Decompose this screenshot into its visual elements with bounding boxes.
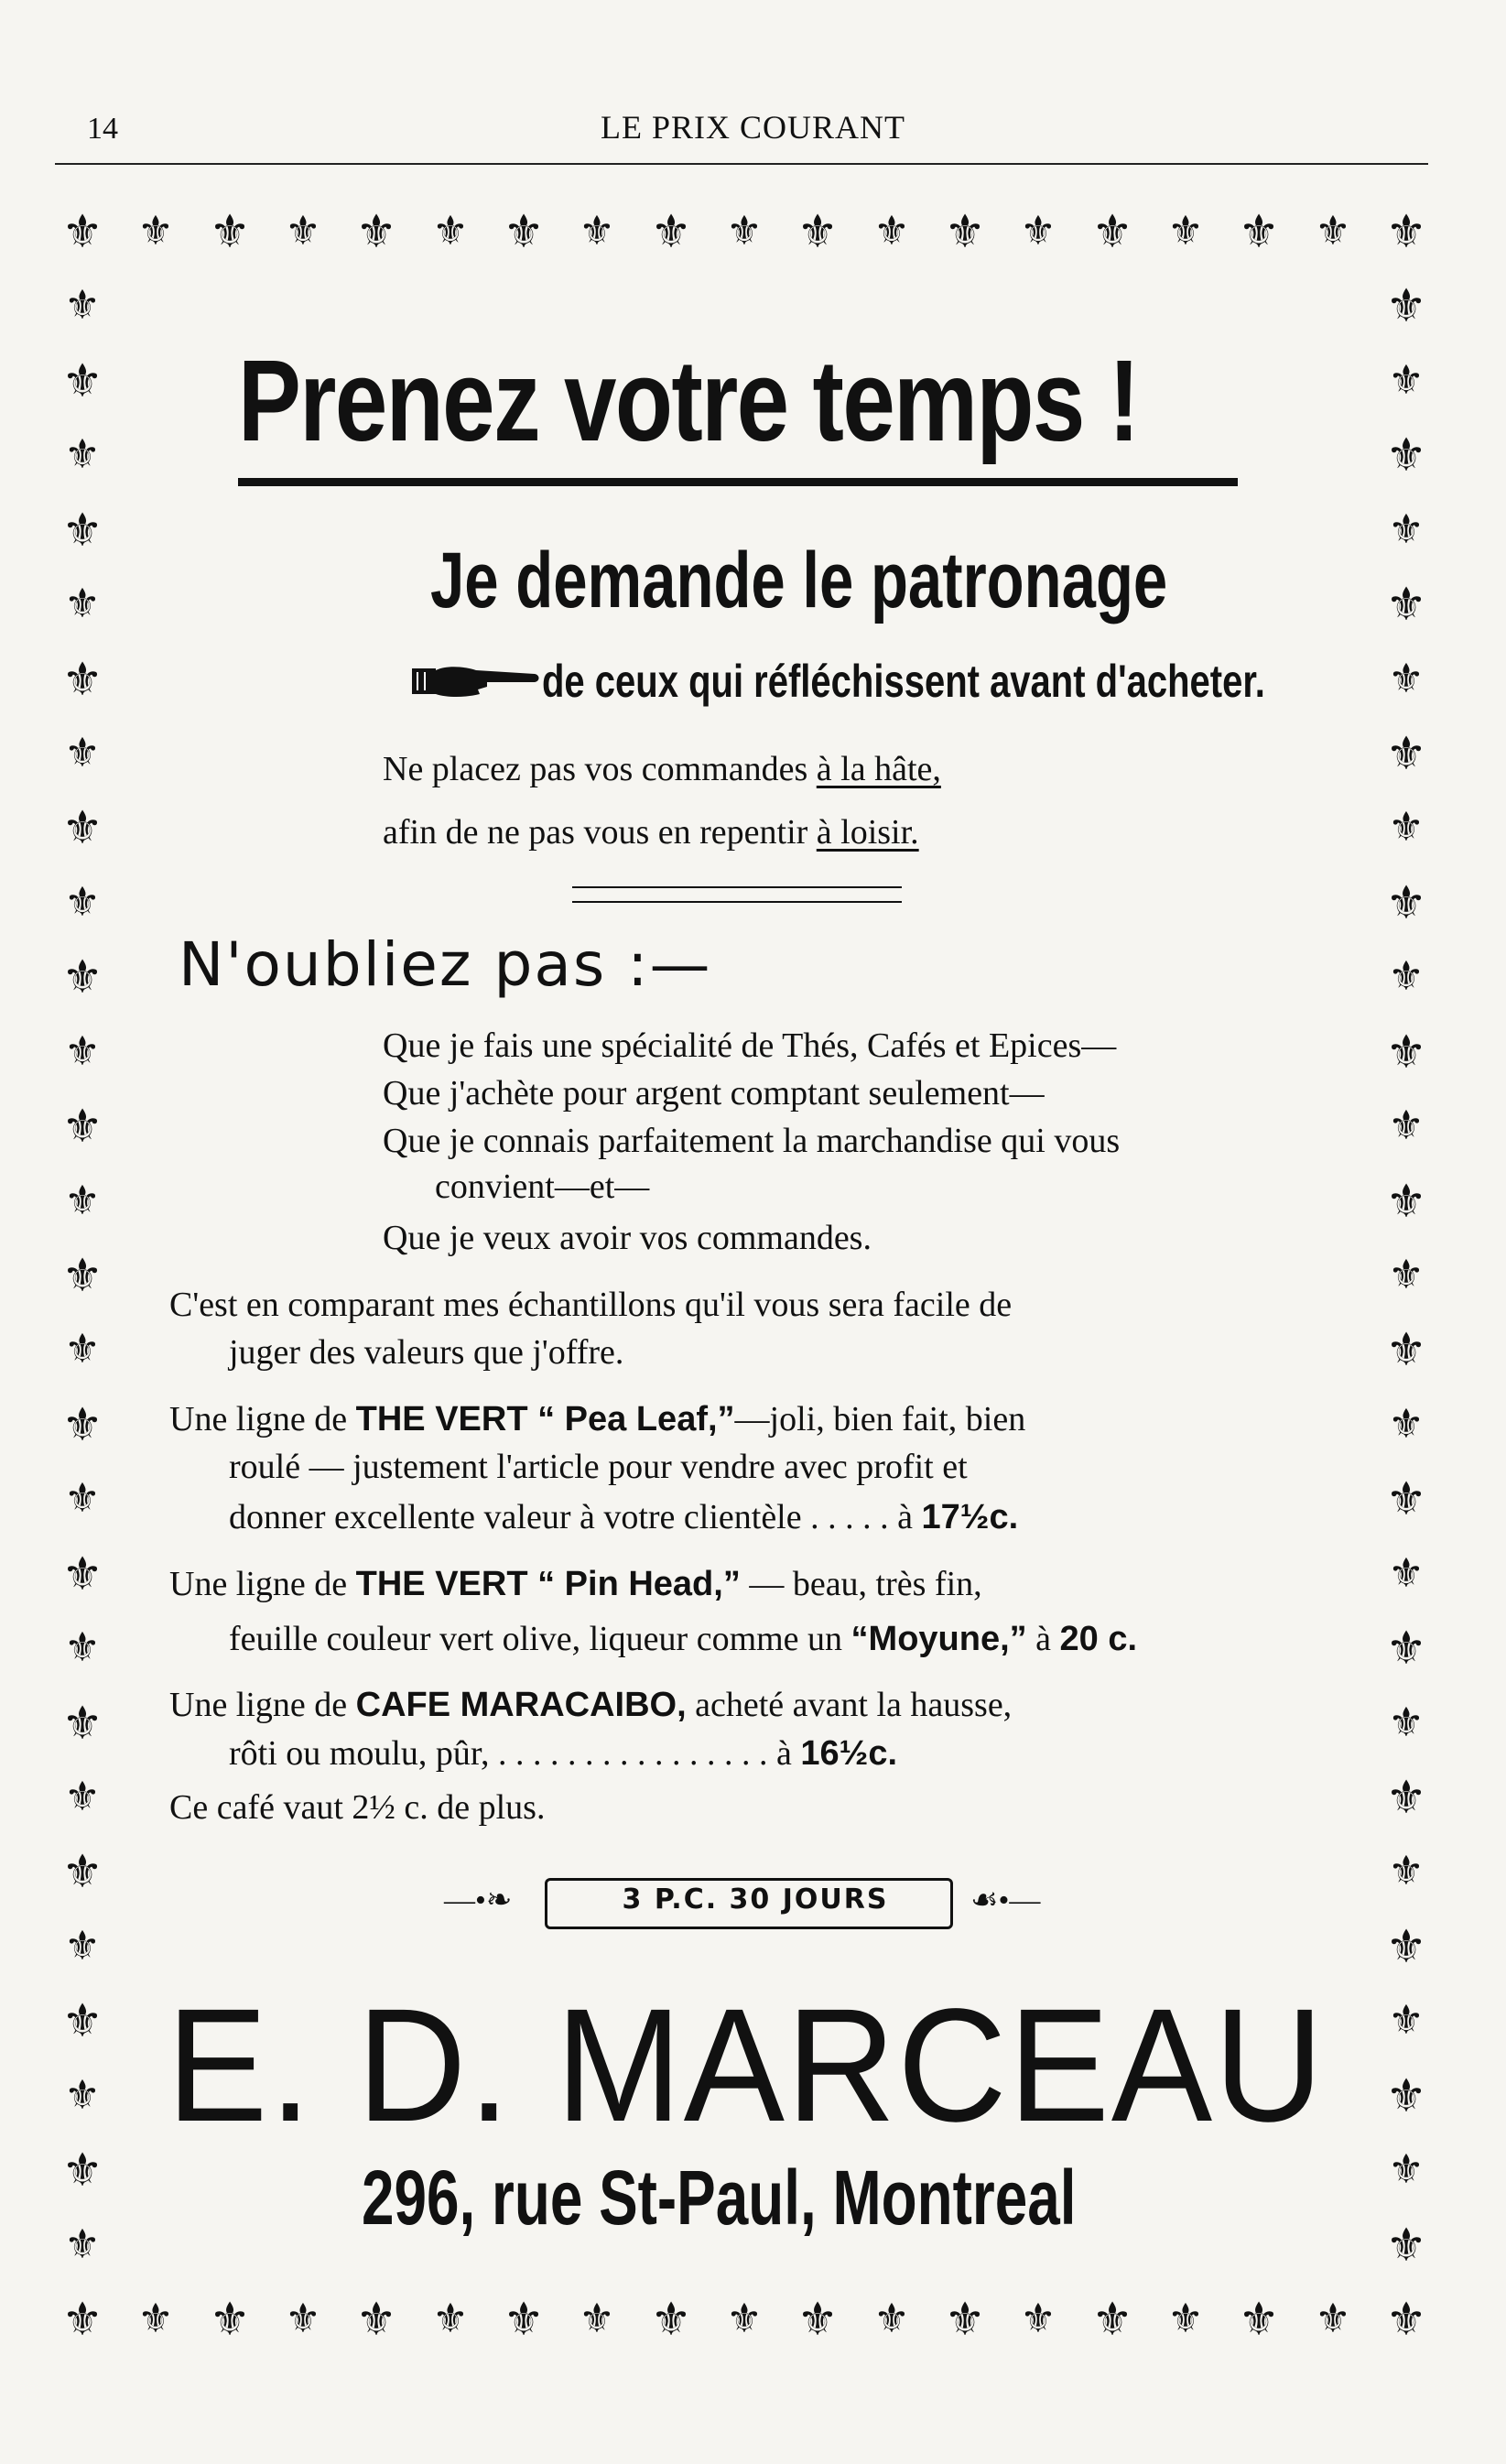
fleur-de-lis-icon: ⚜ [61,1398,103,1451]
fleur-de-lis-icon: ⚜ [1385,279,1427,332]
compare-line: C'est en comparant mes échantillons qu'il vous sera facile de [169,1286,1013,1324]
scroll-ornament-icon: ☙•— [970,1883,1041,1917]
item-text: rôti ou moulu, pûr, . . . . . . . . . . . . . . . . à [229,1734,792,1773]
fleur-de-lis-icon: ⚜ [1385,727,1427,780]
fleur-de-lis-icon: ⚜ [1385,578,1427,631]
fleur-de-lis-icon: ⚜ [61,205,103,258]
fleur-de-lis-icon: ⚜ [61,1994,103,2047]
payment-terms [444,1872,1067,1937]
fleur-de-lis-icon: ⚜ [61,1100,103,1153]
fleur-de-lis-icon: ⚜ [726,208,763,255]
fleur-de-lis-icon: ⚜ [1385,429,1427,482]
scroll-ornament-icon: —•❧ [444,1883,513,1917]
fleur-de-lis-icon: ⚜ [1388,656,1425,702]
point-line: Que je fais une spécialité de Thés, Cafés et Epices— [383,1026,1117,1065]
pointing-hand-icon [410,659,540,701]
merchant-name: E. D. MARCEAU [167,1976,1326,2155]
fleur-de-lis-icon: ⚜ [1388,1997,1425,2044]
note-line-1 [383,749,941,789]
divider-rule [572,901,902,903]
note-underlined: à la hâte, [816,750,941,788]
item-note-line: Ce café vaut 2½ c. de plus. [169,1788,546,1827]
fleur-de-lis-icon: ⚜ [1020,208,1056,255]
fleur-de-lis-icon: ⚜ [1385,205,1427,258]
section-heading: N'oubliez pas :— [179,929,712,1000]
note-line-2 [383,812,919,852]
fleur-de-lis-icon: ⚜ [1385,1175,1427,1228]
item-the-vert-pea-leaf [169,1399,1025,1439]
headline-underline [238,478,1238,486]
item-text: — beau, très fin, [740,1565,982,1603]
fleur-de-lis-icon: ⚜ [61,950,103,1004]
fleur-de-lis-icon: ⚜ [873,208,910,255]
item-text: donner excellente valeur à votre clientèle . . . . . à [229,1498,913,1536]
fleur-de-lis-icon: ⚜ [64,1326,101,1373]
fleur-de-lis-icon: ⚜ [1315,208,1351,255]
fleur-de-lis-icon: ⚜ [1388,1699,1425,1746]
item-desc-line [229,1619,1137,1659]
fleur-de-lis-icon: ⚜ [64,581,101,627]
fleur-de-lis-icon: ⚜ [64,1923,101,1970]
fleur-de-lis-icon: ⚜ [1388,2146,1425,2193]
fleur-de-lis-icon: ⚜ [1385,1771,1427,1824]
fleur-de-lis-icon: ⚜ [1167,2296,1204,2342]
fleur-de-lis-icon: ⚜ [61,1249,103,1302]
fleur-de-lis-icon: ⚜ [1388,1401,1425,1448]
divider-rule [572,886,902,888]
point-line: convient—et— [435,1167,650,1206]
fleur-de-lis-icon: ⚜ [1385,1472,1427,1525]
fleur-de-lis-icon: ⚜ [1385,2219,1427,2272]
point-line: Que je veux avoir vos commandes. [383,1219,872,1257]
point-line: Que j'achète pour argent comptant seulement— [383,1074,1045,1113]
item-text: à [1026,1620,1060,1658]
fleur-de-lis-icon: ⚜ [64,282,101,329]
note-text: afin de ne pas vous en repentir [383,813,817,852]
fleur-de-lis-icon: ⚜ [944,2293,986,2346]
fleur-de-lis-icon: ⚜ [1388,1252,1425,1298]
fleur-de-lis-icon: ⚜ [1167,208,1204,255]
fleur-de-lis-icon: ⚜ [650,205,692,258]
fleur-de-lis-icon: ⚜ [1388,953,1425,1000]
page-title: LE PRIX COURANT [600,109,905,146]
price: 16½c. [800,1734,898,1773]
item-the-vert-pin-head [169,1564,982,1604]
terms-text: 3 P.C. 30 JOURS [622,1883,889,1916]
fleur-de-lis-icon: ⚜ [796,205,839,258]
fleur-de-lis-icon: ⚜ [64,2221,101,2268]
fleur-de-lis-icon: ⚜ [726,2296,763,2342]
item-desc-line: roulé — justement l'article pour vendre avec profit et [229,1448,968,1486]
fleur-de-lis-icon: ⚜ [1385,876,1427,929]
fleur-de-lis-icon: ⚜ [796,2293,839,2346]
item-text: Une ligne de [169,1400,356,1438]
fleur-de-lis-icon: ⚜ [1388,1102,1425,1149]
fleur-de-lis-icon: ⚜ [1388,1848,1425,1894]
fleur-de-lis-icon: ⚜ [137,208,174,255]
fleur-de-lis-icon: ⚜ [1020,2296,1056,2342]
item-desc-line [229,1497,1018,1537]
fleur-de-lis-icon: ⚜ [1388,357,1425,404]
fleur-de-lis-icon: ⚜ [432,208,469,255]
product-name: CAFE MARACAIBO, [355,1686,687,1724]
header-divider [55,163,1428,165]
fleur-de-lis-icon: ⚜ [579,2296,615,2342]
fleur-de-lis-icon: ⚜ [579,208,615,255]
note-text: Ne placez pas vos commandes [383,750,817,788]
fleur-de-lis-icon: ⚜ [1385,1622,1427,1675]
fleur-de-lis-icon: ⚜ [64,431,101,478]
fleur-de-lis-icon: ⚜ [285,2296,321,2342]
fleur-de-lis-icon: ⚜ [61,504,103,557]
fleur-de-lis-icon: ⚜ [209,2293,251,2346]
fleur-de-lis-icon: ⚜ [1385,1026,1427,1079]
price: 17½c. [921,1498,1019,1536]
fleur-de-lis-icon: ⚜ [355,2293,397,2346]
fleur-de-lis-icon: ⚜ [1385,2069,1427,2122]
fleur-de-lis-icon: ⚜ [64,1178,101,1224]
fleur-de-lis-icon: ⚜ [1388,1550,1425,1597]
product-name: THE VERT “ Pin Head,” [355,1565,741,1603]
fleur-de-lis-icon: ⚜ [64,1624,101,1671]
fleur-de-lis-icon: ⚜ [1238,2293,1280,2346]
fleur-de-lis-icon: ⚜ [61,1547,103,1601]
item-text: acheté avant la hausse, [686,1686,1013,1724]
item-text: —joli, bien fait, bien [734,1400,1026,1438]
fleur-de-lis-icon: ⚜ [64,1475,101,1522]
fleur-de-lis-icon: ⚜ [1385,1920,1427,1973]
fleur-de-lis-icon: ⚜ [873,2296,910,2342]
fleur-de-lis-icon: ⚜ [61,1697,103,1750]
fleur-de-lis-icon: ⚜ [432,2296,469,2342]
ad-subheadline: Je demande le patronage [430,537,1168,624]
fleur-de-lis-icon: ⚜ [285,208,321,255]
fleur-de-lis-icon: ⚜ [1385,1323,1427,1376]
merchant-address: 296, rue St-Paul, Montreal [362,2155,1077,2241]
ad-headline: Prenez votre temps ! [238,336,1139,465]
fleur-de-lis-icon: ⚜ [64,879,101,926]
fleur-de-lis-icon: ⚜ [61,801,103,854]
fleur-de-lis-icon: ⚜ [503,205,545,258]
fleur-de-lis-icon: ⚜ [1388,804,1425,851]
fleur-de-lis-icon: ⚜ [61,653,103,706]
fleur-de-lis-icon: ⚜ [64,2072,101,2119]
compare-line: juger des valeurs que j'offre. [229,1333,624,1372]
item-text: feuille couleur vert olive, liqueur comme un [229,1620,851,1658]
fleur-de-lis-icon: ⚜ [1238,205,1280,258]
fleur-de-lis-icon: ⚜ [1091,205,1133,258]
item-cafe-maracaibo [169,1685,1012,1725]
fleur-de-lis-icon: ⚜ [64,1028,101,1075]
fleur-de-lis-icon: ⚜ [650,2293,692,2346]
product-name: “Moyune,” [851,1620,1027,1658]
fleur-de-lis-icon: ⚜ [137,2296,174,2342]
fleur-de-lis-icon: ⚜ [503,2293,545,2346]
fleur-de-lis-icon: ⚜ [209,205,251,258]
note-underlined: à loisir. [816,813,919,852]
item-text: Une ligne de [169,1565,356,1603]
item-text: Une ligne de [169,1686,356,1724]
fleur-de-lis-icon: ⚜ [1388,506,1425,553]
product-name: THE VERT “ Pea Leaf,” [355,1400,735,1438]
fleur-de-lis-icon: ⚜ [1315,2296,1351,2342]
fleur-de-lis-icon: ⚜ [61,2293,103,2346]
fleur-de-lis-icon: ⚜ [944,205,986,258]
item-desc-line [229,1733,897,1774]
fleur-de-lis-icon: ⚜ [355,205,397,258]
fleur-de-lis-icon: ⚜ [64,730,101,776]
fleur-de-lis-icon: ⚜ [61,2144,103,2197]
ad-subheadline-2: de ceux qui réfléchissent avant d'acheter. [542,656,1265,707]
fleur-de-lis-icon: ⚜ [1385,2293,1427,2346]
price: 20 c. [1059,1620,1138,1658]
fleur-de-lis-icon: ⚜ [64,1774,101,1820]
fleur-de-lis-icon: ⚜ [61,1845,103,1898]
fleur-de-lis-icon: ⚜ [61,354,103,407]
point-line: Que je connais parfaitement la marchandise qui vous [383,1122,1121,1160]
fleur-de-lis-icon: ⚜ [1091,2293,1133,2346]
page-number: 14 [87,112,118,146]
